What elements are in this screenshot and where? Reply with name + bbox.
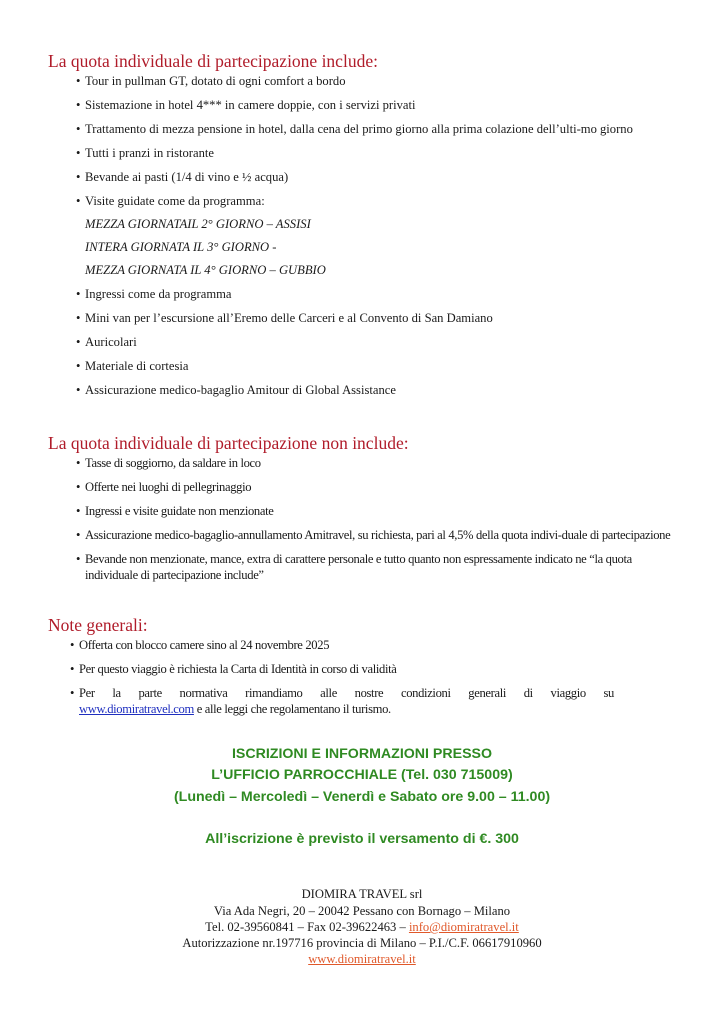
list-item: • Bevande non menzionate, mance, extra di carattere personale e tutto quanto non espressamente indicato ne “la quota individuale di partecipazione include” <box>76 551 674 583</box>
list-item: • Materiale di cortesia <box>76 358 674 374</box>
deposit-notice: All’iscrizione è previsto il versamento di €. 300 <box>205 831 519 847</box>
visit-item: MEZZA GIORNATAIL 2° GIORNO – ASSISI <box>85 217 311 231</box>
company-name: DIOMIRA TRAVEL srl <box>301 887 423 901</box>
excludes-heading: La quota individuale di partecipazione non include: <box>48 433 409 453</box>
visit-item: MEZZA GIORNATA IL 4° GIORNO – GUBBIO <box>85 263 326 277</box>
list-item: • Tasse di soggiorno, da saldare in loco <box>76 455 674 471</box>
notes-heading: Note generali: <box>48 615 148 635</box>
list-item: • Assicurazione medico-bagaglio Amitour di Global Assistance <box>76 382 674 398</box>
notes-terms-text: • Per la parte normativa rimandiamo alle nostre condizioni generali di viaggio su <box>79 686 614 700</box>
visit-item: INTERA GIORNATA IL 3° GIORNO - <box>85 240 277 254</box>
list-item: • Trattamento di mezza pensione in hotel, dalla cena del primo giorno alla prima colazione dell’ulti-mo giorno <box>76 121 674 137</box>
list-item: • Tour in pullman GT, dotato di ogni comfort a bordo <box>76 73 674 89</box>
list-item: • Offerte nei luoghi di pellegrinaggio <box>76 479 674 495</box>
excludes-list <box>76 455 674 583</box>
registration-line-1: ISCRIZIONI E INFORMAZIONI PRESSO <box>231 746 493 762</box>
list-item: • Tutti i pranzi in ristorante <box>76 145 674 161</box>
list-item: • Mini van per l’escursione all’Eremo delle Carceri e al Convento di San Damiano <box>76 310 674 326</box>
registration-hours: (Lunedì – Mercoledì – Venerdì e Sabato ore 9.00 – 11.00) <box>173 789 551 805</box>
notes-terms-suffix: e alle leggi che regolamentano il turismo. <box>193 702 391 716</box>
includes-list <box>76 73 674 398</box>
company-contacts <box>0 919 724 935</box>
list-item: • Assicurazione medico-bagaglio-annullamento Amitravel, su richiesta, pari al 4,5% della quota indivi-duale di partecipazione <box>76 527 674 543</box>
list-item <box>70 685 614 717</box>
list-item: • Bevande ai pasti (1/4 di vino e ½ acqua) <box>76 169 674 185</box>
notes-list <box>70 637 614 717</box>
authorization: Autorizzazione nr.197716 provincia di Milano – P.I./C.F. 06617910960 <box>182 936 542 950</box>
includes-heading: La quota individuale di partecipazione include: <box>48 51 378 71</box>
registration-line-2: L’UFFICIO PARROCCHIALE (Tel. 030 715009) <box>211 767 513 783</box>
list-item: • Visite guidate come da programma: <box>76 193 674 209</box>
phone-fax: Tel. 02-39560841 – Fax 02-39622463 – <box>205 920 409 934</box>
list-item: • Per questo viaggio è richiesta la Carta di Identità in corso di validità <box>70 661 614 677</box>
list-item: • Ingressi e visite guidate non menzionate <box>76 503 674 519</box>
website-link[interactable]: www.diomiratravel.it <box>308 952 416 966</box>
email-link[interactable]: info@diomiratravel.it <box>408 920 519 934</box>
terms-website-link[interactable]: www.diomiratravel.com <box>79 702 194 716</box>
list-item: • Ingressi come da programma <box>76 286 674 302</box>
list-item: • Auricolari <box>76 334 674 350</box>
list-item: • Sistemazione in hotel 4*** in camere doppie, con i servizi privati <box>76 97 674 113</box>
company-address: Via Ada Negri, 20 – 20042 Pessano con Bornago – Milano <box>213 904 511 918</box>
list-item: • Offerta con blocco camere sino al 24 novembre 2025 <box>70 637 614 653</box>
website-row <box>0 951 724 967</box>
